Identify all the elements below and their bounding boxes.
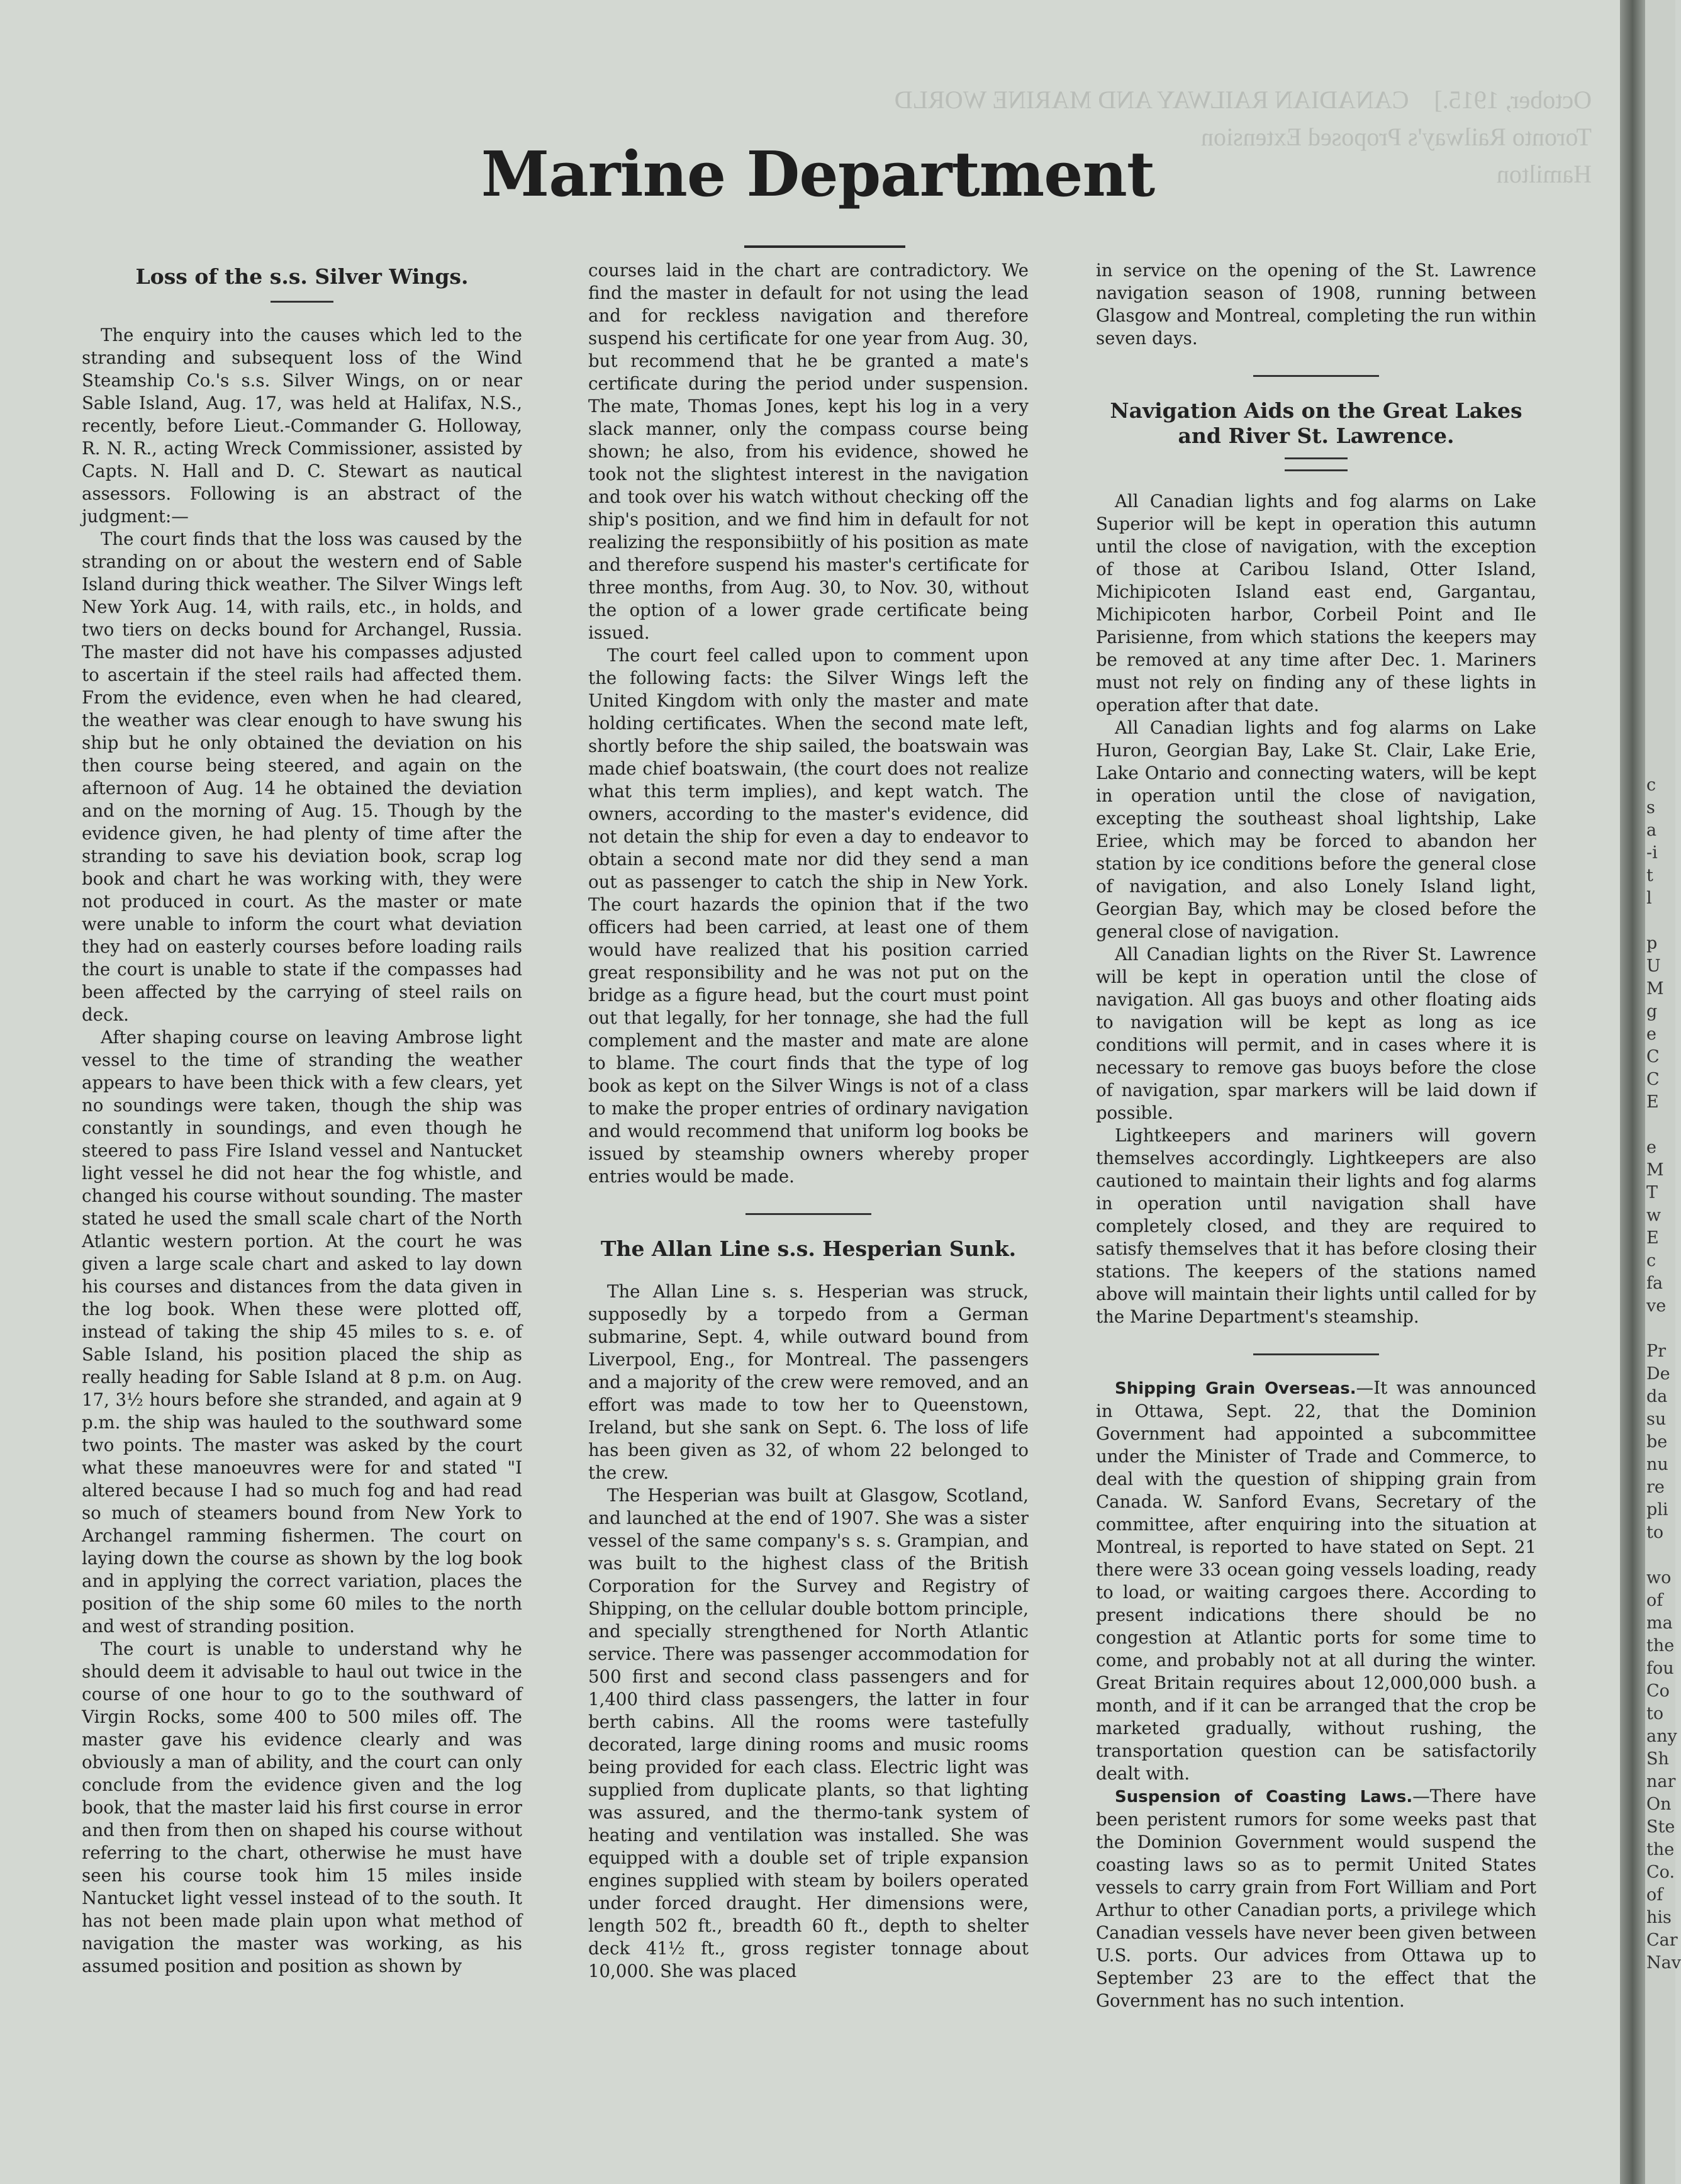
article-paragraph: The Hesperian was built at Glasgow, Scotland, and launched at the end of 1907. She was a sister vessel of the same company's s. s. Grampian, and was built to the highest class of the British Corporation for the Survey and Registry of Shipping, on the cellular double bottom principle, and specially strengthened for North Atlantic service. There was passenger accommodation for 500 first and second class passengers and for 1,400 third class passengers, the latter in four berth cabins. All the rooms were tastefully decorated, large dining rooms and music rooms being provided for each class. Electric light was supplied from duplicate plants, so that lighting was assured, and the thermo-tank system of heating and ventilation was installed. She was equipped with a double set of triple expansion engines supplied with steam by boilers operated under forced draught. Her dimensions were, length 502 ft., breadth 60 ft., depth to shelter deck 41½ ft., gross register tonnage about 10,000. She was placed [588,1485,1029,1981]
adjacent-page-fragment: su [1646,1409,1667,1429]
adjacent-page-fragment: da [1646,1387,1668,1406]
article-continuation: in service on the opening of the St. Lawrence navigation season of 1908, running between Glasgow and Montreal, completing the run within seven days. [1096,260,1536,349]
adjacent-page-fragment: to [1646,1523,1664,1542]
adjacent-page-fragment: Ste [1646,1817,1675,1837]
article-heading-navigation-aids: Navigation Aids on the Great Lakes and River St. Lawrence. [1110,398,1522,448]
adjacent-page-fragment: g [1646,1002,1658,1021]
adjacent-page-fragment: c [1646,775,1656,795]
adjacent-page-fragment: M [1646,1160,1664,1180]
adjacent-page-fragment: De [1646,1364,1670,1384]
news-item-text: —It was announced in Ottawa, Sept. 22, that the Dominion Government had appointed a subcommittee under the Minister of Trade and Commerce, to deal with the question of shipping grain from Canada. W. Sanford Evans, Secretary of the committee, after enquiring into the situation at Montreal, is reported to have stated on Sept. 21 there were 33 ocean going vessels loading, ready to load, or waiting cargoes there. According to present indications there should be no congestion at Atlantic ports for some time to come, and probably not at all during the winter. Great Britain requires about 12,000,000 bush. a month, and if it can be arranged that the crop be marketed gradually, without rushing, the transportation question can be satisfactorily dealt with. [1096,1377,1536,1784]
article-paragraph: All Canadian lights on the River St. Lawrence will be kept in operation until the close of navigation. All gas buoys and other floating aids to navigation will be kept as long as ice conditions will permit, and in cases where it is necessary to remove gas buoys before the close of navigation, spar markers will be laid down if possible. [1096,944,1536,1123]
runin-heading: Suspension of Coasting Laws. [1115,1788,1413,1806]
book-gutter [1620,0,1645,2184]
adjacent-page-fragment: the [1646,1840,1675,1859]
adjacent-page-fragment: Car [1646,1930,1678,1950]
adjacent-page-fragment: pli [1646,1500,1668,1520]
adjacent-page-fragment: nu [1646,1455,1668,1474]
adjacent-page-fragment: s [1646,798,1655,817]
heading-rule [271,301,333,303]
adjacent-page-fragment: fa [1646,1274,1663,1293]
adjacent-page-fragment [1646,1318,1674,1340]
adjacent-page-fragment: the [1646,1636,1675,1655]
article-continuation: courses laid in the chart are contradictory. We find the master in default for not using the lead and for reckless navigation and therefore suspend his certificate for one year from Aug. 30, but recommend that he be granted a mate's certificate during the period under suspension. The mate, Thomas Jones, kept his log in a very slack manner, only the compass course being shown; he also, from his evidence, showed he took not the slightest interest in the navigation and took over his watch without checking off the ship's position, and we find him in default for not realizing the responsibiitly of his position as mate and therefore suspend his master's certificate for three months, from Aug. 30, to Nov. 30, without the option of a lower grade certificate being issued. [588,260,1029,643]
adjacent-page-fragment: Nav [1646,1953,1681,1973]
heading-double-rule [1285,457,1348,471]
article-paragraph: The court is unable to understand why he should deem it advisable to haul out twice in the course of one hour to go to the southward of Virgin Rocks, some 400 to 500 miles off. The master gave his evidence clearly and was obviously a man of ability, and the court can only conclude from the evidence given and the log book, that the master laid his first course in error and then from then on shaped his course without referring to the chart, otherwise he must have seen his course took him 15 miles inside Nantucket light vessel instead of to the south. It has not been made plain upon what method of navigation the master was working, as his assumed position and position as shown by [82,1638,522,1976]
adjacent-page-fragment: E [1646,1092,1659,1112]
adjacent-page-fragment: Co. [1646,1862,1675,1882]
article-paragraph: The court feel called upon to comment upon the following facts: the Silver Wings left the United Kingdom with only the master and mate holding certificates. When the second mate left, shortly before the ship sailed, the boatswain was made chief boatswain, (the court does not realize what this term implies), and kept watch. The owners, according to the master's evidence, did not detain the ship for even a day to endeavor to obtain a second mate nor did they send a man out as passenger to catch the ship in New York. The court hazards the opinion that if the two officers had been carried, at least one of them would have realized that his position carried great responsibility and he was not put on the bridge as a figure head, but the court must point out that legally, for her tonnage, she had the full complement and the master and mate are alone to blame. The court finds that the type of log book as kept on the Silver Wings is not of a class to make the proper entries of ordinary navigation and would recommend that uniform log books be issued by steamship owners whereby proper entries would be made. [588,645,1029,1187]
adjacent-page-fragment: e [1646,1024,1656,1044]
adjacent-page-fragment: ve [1646,1296,1667,1316]
adjacent-page-fragment: re [1646,1477,1665,1497]
header-trace-line3: Hamilton [1496,160,1592,188]
adjacent-page-text [1646,774,1681,1974]
adjacent-page-fragment: his [1646,1908,1672,1927]
article-paragraph: After shaping course on leaving Ambrose light vessel to the time of stranding the weather appears to have been thick with a few clears, yet no soundings were taken, though the ship was constantly in soundings, and even though he steered to pass Fire Island vessel and Nantucket light vessel he did not hear the fog whistle, and changed his course without sounding. The master stated he used the small scale chart of the North Atlantic western portion. At the court he was given a large scale chart and asked to lay down his courses and distances from the data given in the log book. When these were plotted off, instead of taking the ship 45 miles to s. e. of Sable Island, his position placed the ship as really heading for Sable Island at 8 p.m. on Aug. 17, 3½ hours before she stranded, and again at 9 p.m. the ship was hauled to the southward some two points. The master was asked by the court what these manoeuvres were for and stated "I altered because I had so much fog and had read so much of steamers bound from New York to Archangel ramming fishermen. The court on laying down the course as shown by the log book and in applying the correct variation, places the position of the ship some 60 miles to the north and west of stranding position. [82,1027,522,1637]
adjacent-page-fragment: Sh [1646,1749,1669,1769]
adjacent-page-fragment: wo [1646,1568,1672,1588]
adjacent-page-fragment: M [1646,979,1664,999]
adjacent-page-fragment: a [1646,820,1657,840]
adjacent-page-fragment: -i [1646,843,1658,863]
header-trace-left: October, 1915.] [1434,86,1592,114]
header-trace-right: CANADIAN RAILWAY AND MARINE WORLD [894,86,1409,114]
news-item-shipping-grain [1096,1377,1536,1785]
adjacent-page-fragment: U [1646,956,1661,976]
title-rule [744,245,905,248]
header-trace-line2: Toronto Railway's Proposed Extension [1200,123,1592,151]
article-heading-hesperian: The Allan Line s.s. Hesperian Sunk. [600,1236,1017,1261]
news-item-text: —There have been peristent rumors for some weeks past that the Dominion Government would suspend the coasting laws so as to permit United States vessels to carry grain from Fort William and Port Arthur to other Canadian ports, a privilege which Canadian vessels have never been given between U.S. ports. Our advices from Ottawa up to September 23 are to the effect that the Government has no such intention. [1096,1786,1536,2011]
column-2 [588,259,1029,1983]
section-rule [1253,375,1379,377]
adjacent-page-fragment: w [1646,1206,1661,1225]
adjacent-page-fragment: E [1646,1228,1659,1248]
adjacent-page-fragment: fou [1646,1659,1674,1678]
runin-heading: Shipping Grain Overseas. [1115,1379,1356,1398]
adjacent-page-fragment: c [1646,1251,1656,1270]
section-rule [1253,1353,1379,1355]
article-paragraph: All Canadian lights and fog alarms on Lake Huron, Georgian Bay, Lake St. Clair, Lake Erie, Lake Ontario and connecting waters, will be kept in operation until the close of navigation, excepting the southeast shoal lightship, Lake Eriee, which may be forced to abandon her station by ice conditions before the general close of navigation, and also Lonely Island light, Georgian Bay, which may be closed before the general close of navigation. [1096,717,1536,942]
article-paragraph: The enquiry into the causes which led to the stranding and subsequent loss of the Wind Steamship Co.'s s.s. Silver Wings, on or near Sable Island, Aug. 17, was held at Halifax, N.S., recently, before Lieut.-Commander G. Holloway, R. N. R., acting Wreck Commissioner, assisted by Capts. N. Hall and D. C. Stewart as nautical assessors. Following is an abstract of the judgment:— [82,325,522,527]
article-paragraph: The court finds that the loss was caused by the stranding on or about the western end of Sable Island during thick weather. The Silver Wings left New York Aug. 14, with rails, etc., in holds, and two tiers on decks bound for Archangel, Russia. The master did not have his compasses adjusted to ascertain if the steel rails had affected them. From the evidence, even when he had cleared, the weather was clear enough to have swung his ship but he only obtained the deviation on his then course being steered, and again on the afternoon of Aug. 14 he obtained the deviation and on the morning of Aug. 15. Though by the evidence given, he had plenty of time after the stranding to save his deviation book, scrap log book and chart he was working with, they were not produced in court. As the master or mate were unable to inform the court what deviation they had on easterly courses before loading rails the court is unable to state if the compasses had been affected by the carrying of steel rails on deck. [82,529,522,1025]
adjacent-page-fragment: T [1646,1183,1658,1202]
adjacent-page-fragment: p [1646,934,1658,953]
column-1 [82,264,522,1978]
section-rule [746,1213,871,1215]
adjacent-page-fragment [1646,910,1674,932]
adjacent-page-fragment: any [1646,1727,1677,1746]
adjacent-page-fragment: l [1646,888,1652,908]
adjacent-page-fragment: On [1646,1795,1672,1814]
adjacent-page-fragment [1646,1114,1674,1136]
adjacent-page-fragment: Co [1646,1681,1670,1701]
article-paragraph: The Allan Line s. s. Hesperian was struck, supposedly by a torpedo from a German submarine, Sept. 4, while outward bound from Liverpool, Eng., for Montreal. The passengers and a majority of the crew were removed, and an effort was made to tow her to Queenstown, Ireland, but she sank on Sept. 6. The loss of life has been given as 32, of whom 22 belonged to the crew. [588,1281,1029,1483]
adjacent-page-fragment: Pr [1646,1341,1667,1361]
column-3 [1096,259,1536,2012]
news-item-coasting-laws [1096,1785,1536,2012]
adjacent-page-fragment: C [1646,1070,1660,1089]
spacer [588,1262,1029,1280]
adjacent-page-fragment: C [1646,1047,1660,1067]
adjacent-page-fragment [1646,1544,1674,1567]
adjacent-page-fragment: to [1646,1704,1664,1723]
adjacent-page-fragment: of [1646,1591,1663,1610]
adjacent-page-fragment: e [1646,1138,1656,1157]
article-paragraph: All Canadian lights and fog alarms on Lake Superior will be kept in operation this autumn until the close of navigation, with the exception of those at Caribou Island, Otter Island, Michipicoten Island east end, Gargantau, Michipicoten harbor, Corbeil Point and Ile Parisienne, from which stations the keepers may be removed at any time after Dec. 1. Mariners must not rely on finding any of these lights in operation after that date. [1096,491,1536,715]
adjacent-page-fragment: ma [1646,1613,1673,1633]
adjacent-page-fragment: t [1646,866,1653,885]
page-title: Marine Department [481,138,1155,211]
adjacent-page-fragment: be [1646,1432,1668,1452]
adjacent-page-fragment: nar [1646,1772,1676,1791]
article-heading-silver-wings: Loss of the s.s. Silver Wings. [135,264,469,289]
adjacent-page-fragment: of [1646,1885,1663,1905]
article-paragraph: Lightkeepers and mariners will govern themselves accordingly. Lightkeepers are also cautioned to maintain their lights and fog alarms in operation until navigation shall have completely closed, and they are required to satisfy themselves that it has before closing their stations. The keepers of the stations named above will maintain their lights until called for by the Marine Department's steamship. [1096,1125,1536,1327]
